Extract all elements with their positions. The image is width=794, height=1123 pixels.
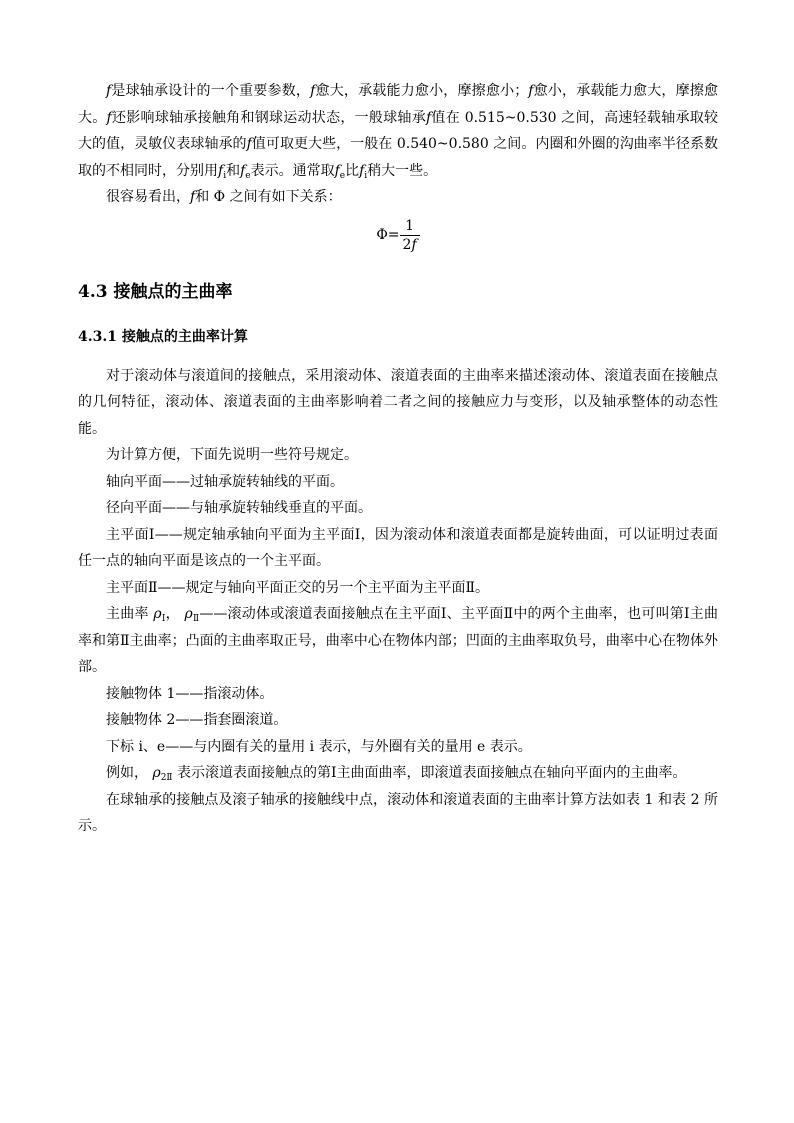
definition-axial-plane: 轴向平面——过轴承旋转轴线的平面。 [106, 473, 344, 490]
definition-body-1: 接触物体 1——指滚动体。 [106, 685, 274, 702]
closing-paragraph: 在球轴承的接触点及滚子轴承的接触线中点，滚动体和滚道表面的主曲率计算方法如表 1 和表 2 所示。 [78, 791, 718, 834]
definition-radial-plane: 径向平面——与轴承旋转轴线垂直的平面。 [106, 500, 372, 516]
subsection-heading: 4.3.1 接触点的主曲率计算 [78, 328, 248, 345]
fraction: $\frac{1}{2f}$ [400, 217, 420, 254]
paragraph: 对于滚动体与滚道间的接触点，采用滚动体、滚道表面的主曲率来描述滚动体、滚道表面在接触点的几何特征，滚动体、滚道表面的主曲率影响着二者之间的接触应力与变形，以及轴承整体的动态性能。 [78, 367, 718, 437]
paragraph: 为计算方便，下面先说明一些符号规定。 [106, 447, 358, 463]
definition-principal-curvature: 主曲率 $\rho_Ⅰ$， $\rho_Ⅱ——$滚动体或滚道表面接触点在主平面Ⅰ、主平面Ⅱ中的两个主曲率，也可叫第Ⅰ主曲率和第Ⅱ主曲率；凸面的主曲率取正号，曲率中心在物体内部；凹面的主曲率取负号，曲率中心在物体外部。 [78, 606, 719, 675]
definition-subscripts: 下标 i、e——与内圈有关的量用 i 表示，与外圈有关的量用 e 表示。 [106, 738, 532, 755]
example-paragraph: 例如， $\rho_{2Ⅱ}$ 表示滚道表面接触点的第Ⅰ主曲面曲率，即滚道表面接触点在轴向平面内的主曲率。 [106, 765, 687, 783]
definition-principal-plane-1: 主平面Ⅰ——规定轴承轴向平面为主平面Ⅰ，因为滚动体和滚道表面都是旋转曲面，可以证明过表面任一点的轴向平面是该点的一个主平面。 [78, 526, 718, 569]
definition-principal-plane-2: 主平面Ⅱ——规定与轴向平面正交的另一个主平面为主平面Ⅱ。 [106, 579, 490, 596]
relation-intro: 很容易看出，f和 Φ 之间有如下关系： [106, 189, 342, 205]
section-heading: 4.3 接触点的主曲率 [78, 281, 233, 302]
document-page [78, 78, 718, 840]
phi-formula: Φ= $\frac{1}{2f}$ [78, 217, 718, 265]
intro-paragraph: f是球轴承设计的一个重要参数，f愈大，承载能力愈小，摩擦愈小；f愈小，承载能力愈大，摩擦愈大。f还影响球轴承接触角和钢球运动状态，一般球轴承f值在 0.515~0.530 之间，高速轻载轴承取较大的值，灵敏仪表球轴承的f值可取更大些，一般在 0.540~0.580 之间。内圈和外圈的沟曲率半径系数取的不相同时，分别用$f_i$和$f_e$表示。通常取$f_e$比$f_i$稍大一些。 [78, 83, 719, 181]
definition-body-2: 接触物体 2——指套圈滚道。 [106, 712, 288, 728]
